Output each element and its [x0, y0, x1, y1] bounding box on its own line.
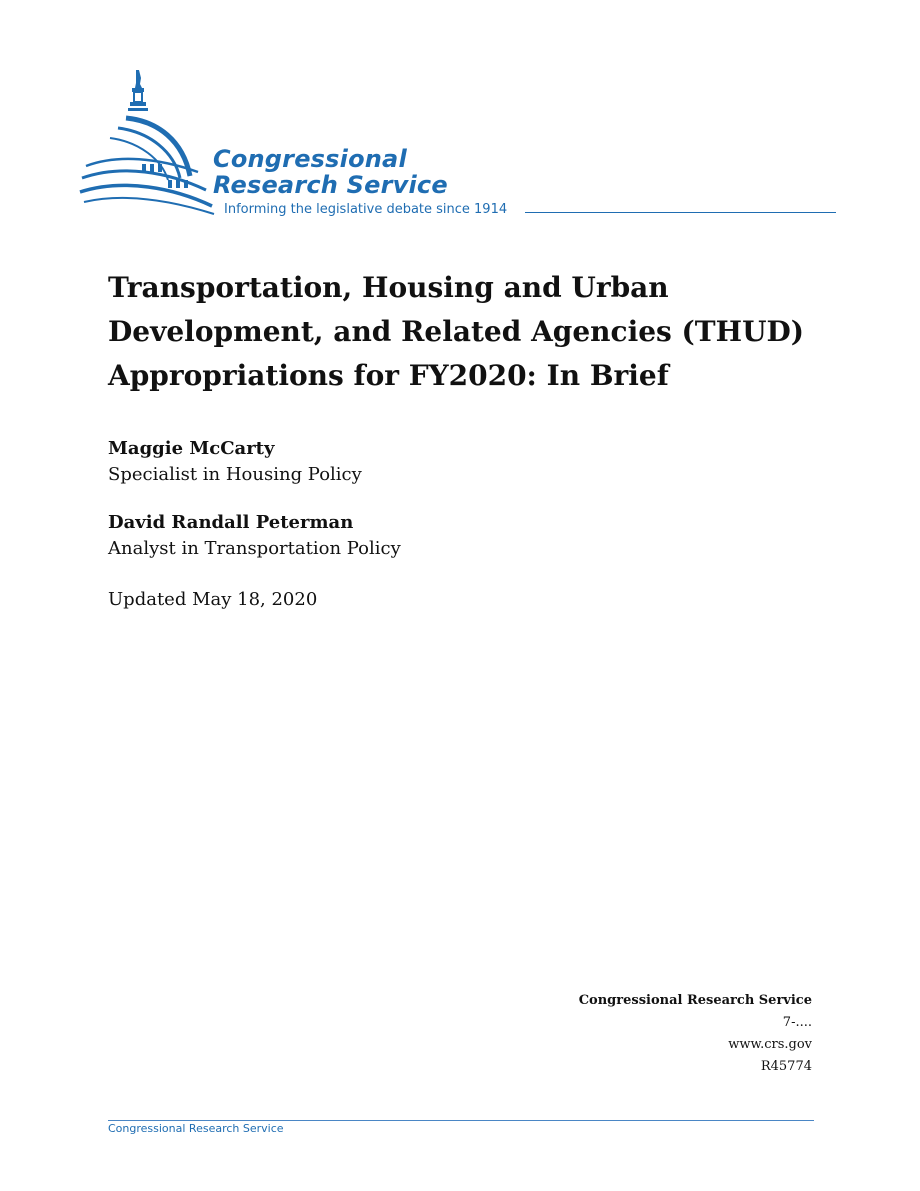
document-title-line2: Development, and Related Agencies (THUD) [108, 315, 805, 348]
report-website: www.crs.gov [728, 1037, 812, 1052]
report-info [579, 990, 812, 1078]
footer-text: Congressional Research Service [108, 1122, 284, 1135]
author-role: Specialist in Housing Policy [108, 464, 362, 485]
logo-divider [525, 212, 836, 213]
capitol-dome-icon [78, 66, 218, 216]
author-role: Analyst in Transportation Policy [108, 538, 401, 559]
report-number: R45774 [760, 1059, 812, 1074]
logo-tagline: Informing the legislative debate since 1914 [224, 202, 508, 217]
logo-name-line2: Research Service [213, 171, 448, 199]
author-name: Maggie McCarty [108, 438, 275, 459]
document-title [108, 266, 868, 398]
report-phone: 7-.... [782, 1015, 812, 1030]
document-title-line1: Transportation, Housing and Urban [108, 271, 669, 304]
crs-logo [78, 66, 838, 226]
author-name: David Randall Peterman [108, 512, 354, 533]
updated-date: Updated May 18, 2020 [108, 589, 318, 610]
report-organization: Congressional Research Service [578, 993, 812, 1008]
author-block [108, 510, 401, 562]
author-block [108, 436, 362, 488]
logo-name-line1: Congressional [213, 145, 407, 173]
footer-divider [108, 1120, 814, 1121]
logo-wordmark [213, 146, 448, 198]
document-title-line3: Appropriations for FY2020: In Brief [108, 359, 669, 392]
